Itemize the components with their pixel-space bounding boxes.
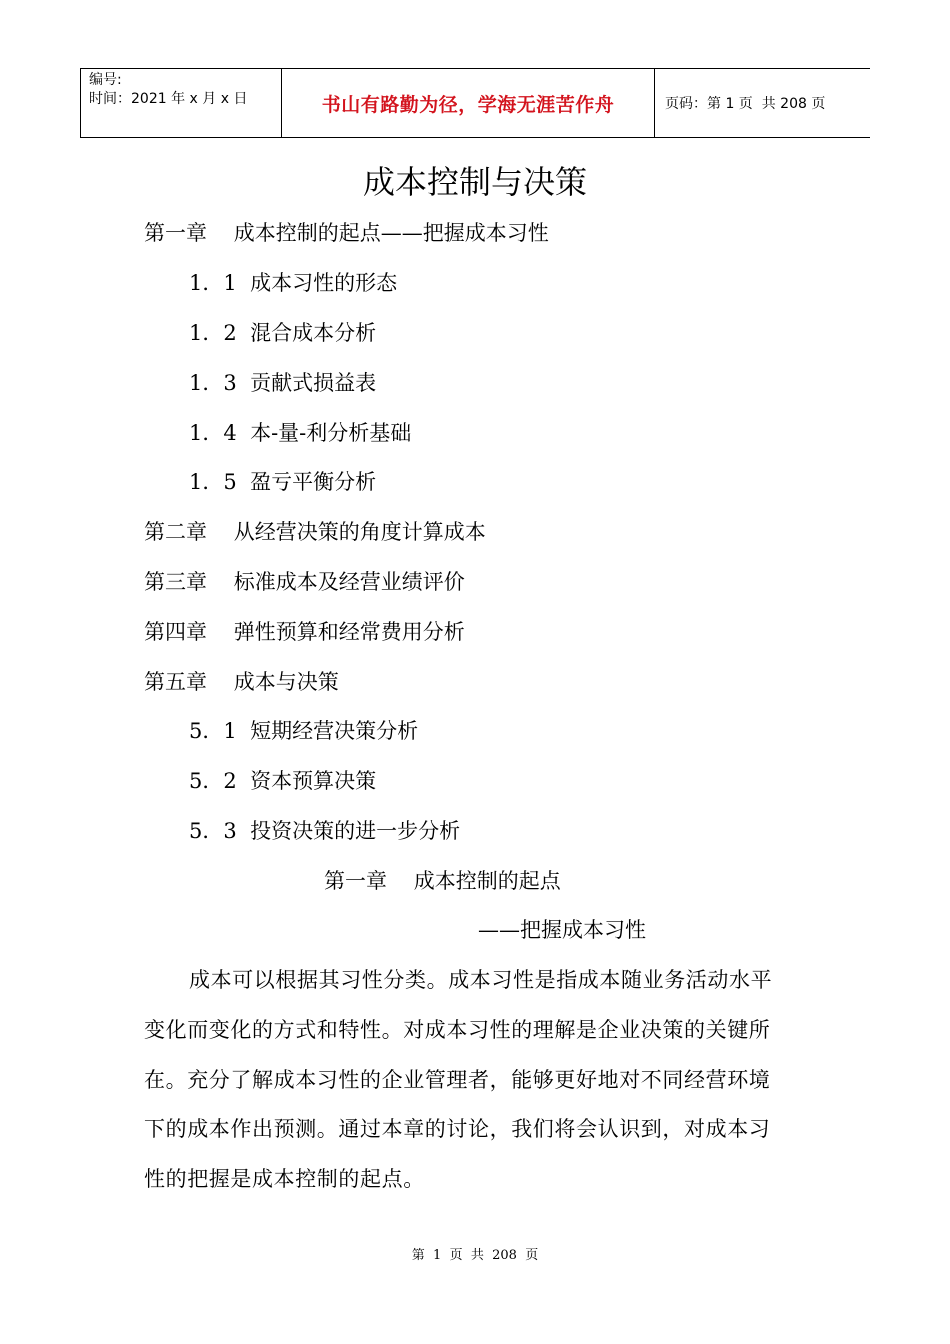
toc-section-1-3: 1．3 贡献式损益表 (189, 371, 377, 395)
toc-chapter-5: 第五章 成本与决策 (144, 670, 339, 694)
motto-text: 书山有路勤为径，学海无涯苦作舟 (321, 93, 615, 116)
toc-chapter-3: 第三章 标准成本及经营业绩评价 (144, 570, 465, 594)
toc-section-1-2: 1．2 混合成本分析 (189, 321, 377, 345)
toc-section-5-1: 5．1 短期经营决策分析 (189, 719, 419, 743)
page-footer: 第 1 页 共 208 页 (411, 1248, 539, 1263)
toc-chapter-1: 第一章 成本控制的起点——把握成本习性 (144, 221, 549, 245)
header-meta-cell (80, 69, 282, 137)
toc-section-5-2: 5．2 资本预算决策 (189, 769, 377, 793)
code-label: 编号: (89, 72, 122, 88)
paragraph-line: 变化而变化的方式和特性。对成本习性的理解是企业决策的关键所 (144, 1018, 771, 1042)
document-title: 成本控制与决策 (362, 163, 587, 201)
toc-chapter-2: 第二章 从经营决策的角度计算成本 (144, 520, 486, 544)
toc-section-1-5: 1．5 盈亏平衡分析 (189, 470, 377, 494)
toc-section-5-3: 5．3 投资决策的进一步分析 (189, 819, 461, 843)
toc-section-1-1: 1．1 成本习性的形态 (189, 271, 398, 295)
toc-section-1-4: 1．4 本-量-利分析基础 (189, 421, 412, 445)
date-label: 时间：2021 年 x 月 x 日 (89, 91, 248, 107)
header-page-cell (655, 69, 870, 137)
toc-chapter-4: 第四章 弹性预算和经常费用分析 (144, 620, 465, 644)
paragraph-line: 在。充分了解成本习性的企业管理者，能够更好地对不同经营环境 (144, 1068, 771, 1092)
page-header (80, 68, 870, 138)
header-motto-cell (282, 69, 655, 137)
chapter-heading: 第一章 成本控制的起点 (324, 869, 561, 893)
paragraph-line: 成本可以根据其习性分类。成本习性是指成本随业务活动水平 (189, 968, 773, 992)
chapter-subtitle: ——把握成本习性 (478, 918, 646, 942)
page-info: 页码：第 1 页 共 208 页 (665, 96, 826, 112)
paragraph-line: 性的把握是成本控制的起点。 (144, 1167, 425, 1191)
paragraph-line: 下的成本作出预测。通过本章的讨论，我们将会认识到，对成本习 (144, 1117, 771, 1141)
